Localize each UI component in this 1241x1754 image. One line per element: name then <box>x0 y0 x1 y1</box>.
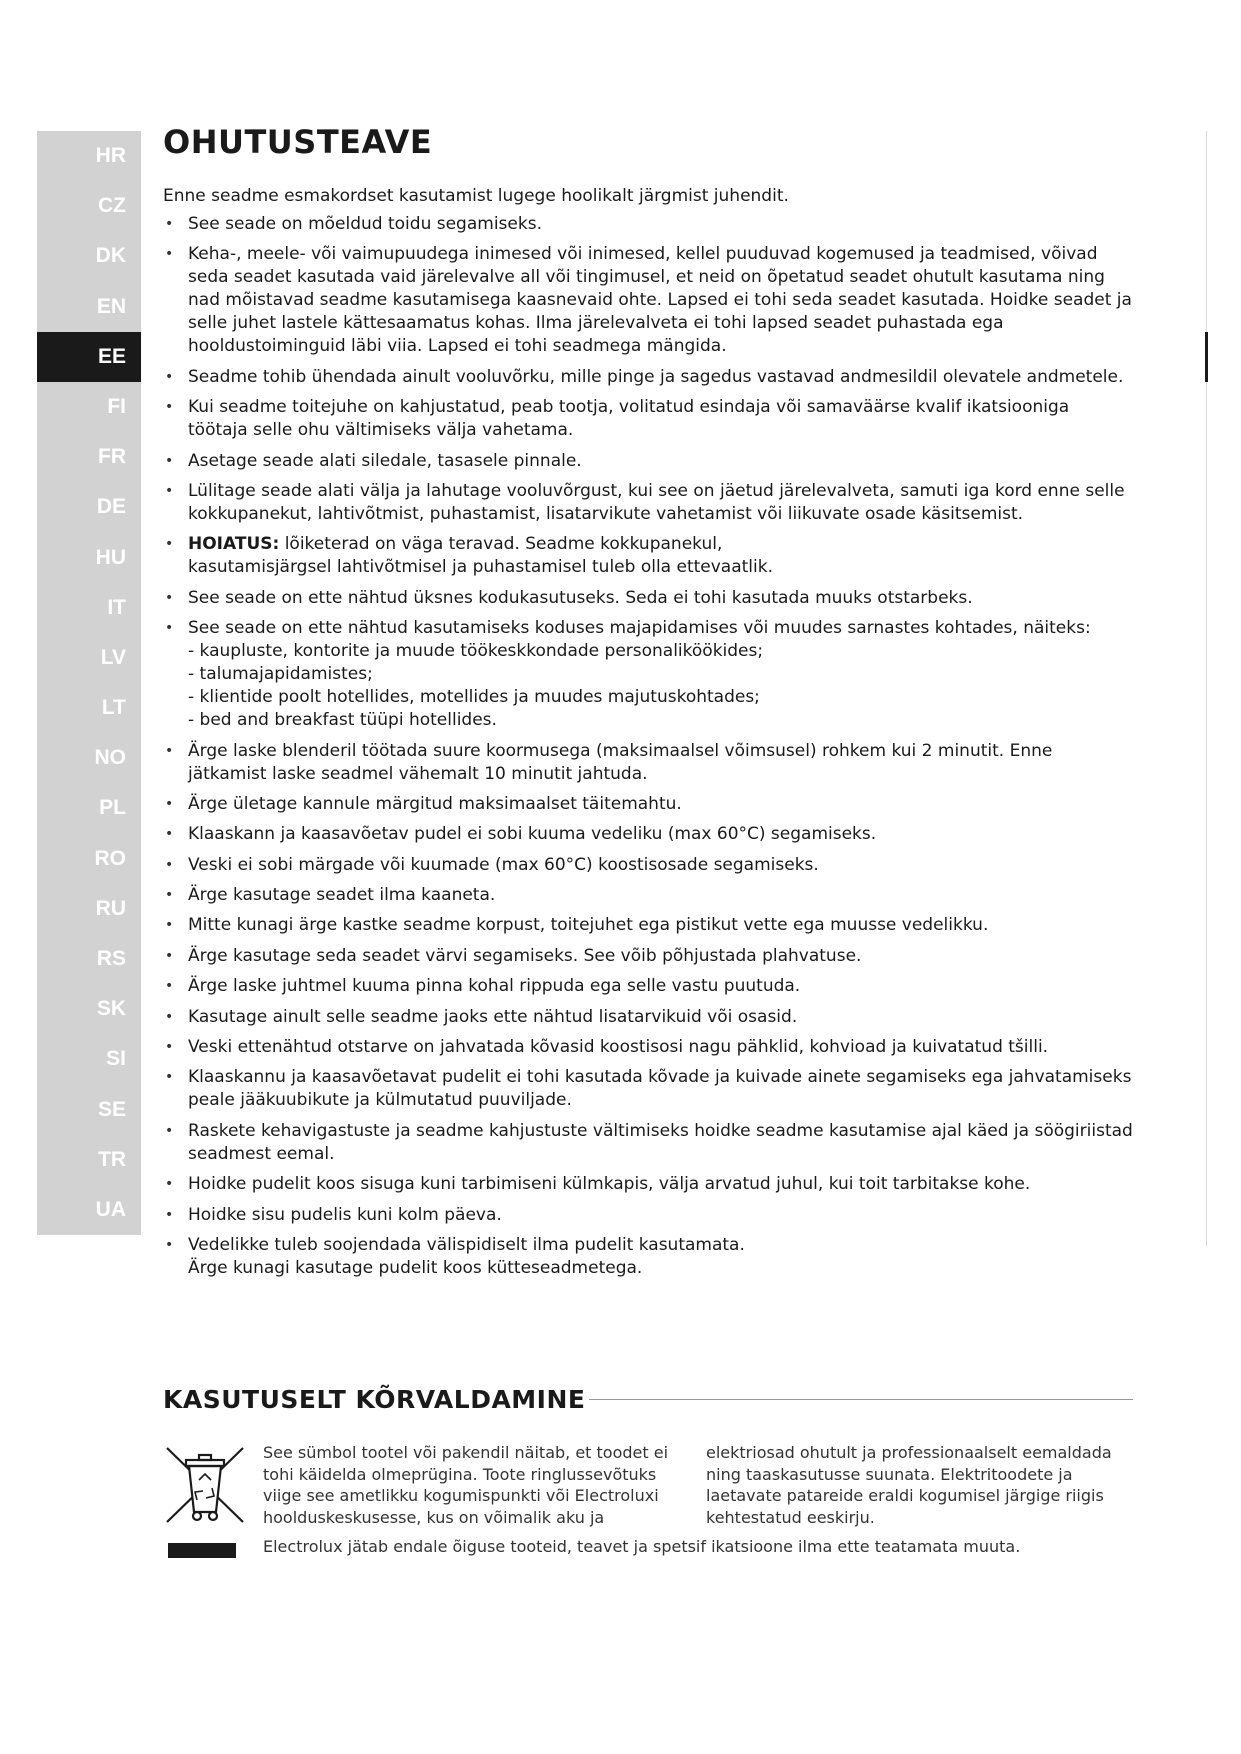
safety-item: • Klaaskannu ja kaasavõetavat pudelit ei tohi kasutada kõvade ja kuivade ainete segamiseks ega jahvatamiseks peale jääkuubikute ja külmutatud puuviljade. <box>163 1066 1133 1112</box>
safety-item: • Lülitage seade alati välja ja lahutage vooluvõrgust, kui see on jäetud järelevalveta, samuti iga kord enne selle kokkupanekut, lahtivõtmist, puhastamist, lisatarvikute vahetamist või liikuvate osade käsitsemist. <box>163 480 1133 526</box>
disposal-heading-row <box>163 1385 1133 1414</box>
safety-item: • Raskete kehavigastuste ja seadme kahjustuste vältimiseks hoidke seadme kasutamise ajal käed ja söögiriistad seadmest eemal. <box>163 1120 1133 1166</box>
language-tab-dk[interactable]: DK <box>95 244 126 268</box>
language-tab-pl[interactable]: PL <box>99 796 126 820</box>
safety-item: • Klaaskann ja kaasavõetav pudel ei sobi kuuma vedeliku (max 60°C) segamiseks. <box>163 823 1133 846</box>
language-tab-ua[interactable]: UA <box>95 1197 126 1221</box>
safety-item: • See seade on mõeldud toidu segamiseks. <box>163 213 1133 236</box>
black-bar-icon <box>168 1543 236 1558</box>
safety-item: • Ärge laske blenderil töötada suure koormusega (maksimaalsel võimsusel) rohkem kui 2 minutit. Enne jätkamist laske seadmel vähemalt 10 minutit jahtuda. <box>163 740 1133 786</box>
safety-item: • Seadme tohib ühendada ainult vooluvõrku, mille pinge ja sagedus vastavad andmesildil olevatele andmetele. <box>163 366 1133 389</box>
language-tab-lt[interactable]: LT <box>101 696 126 720</box>
warning-text: lõiketerad on väga teravad. Seadme kokkupanekul, kasutamisjärgsel lahtivõtmisel ja puhastamisel tuleb olla ettevaatlik. <box>188 534 773 578</box>
safety-item: • Ärge laske juhtmel kuuma pinna kohal rippuda ega selle vastu puutuda. <box>163 975 1133 998</box>
language-tab-hr[interactable]: HR <box>95 144 126 167</box>
language-tab-it[interactable]: IT <box>107 595 126 619</box>
language-tab-cz[interactable]: CZ <box>98 194 126 218</box>
language-tab-hu[interactable]: HU <box>95 545 126 569</box>
safety-item: • Mitte kunagi ärge kastke seadme korpust, toitejuhet ega pistikut vette ega muusse vedelikku. <box>163 914 1133 937</box>
disposal-section <box>163 1385 1133 1542</box>
language-tab-tr[interactable]: TR <box>98 1147 126 1171</box>
safety-list <box>163 213 1133 1280</box>
language-tab-ee[interactable]: EE <box>37 332 141 382</box>
safety-item: • Asetage seade alati siledale, tasasele pinnale. <box>163 450 1133 473</box>
disposal-body <box>163 1442 1133 1542</box>
language-tab-ro[interactable]: RO <box>94 846 126 870</box>
language-sidebar <box>37 131 141 1235</box>
safety-item-warning <box>163 533 1133 579</box>
language-tab-fr[interactable]: FR <box>98 445 126 469</box>
safety-item: • See seade on ette nähtud üksnes kodukasutuseks. Seda ei tohi kasutada muuks otstarbeks. <box>163 587 1133 610</box>
rights-note: Electrolux jätab endale õiguse tooteid, teavet ja spetsif ikatsioone ilma ette teatamata muuta. <box>263 1537 1021 1556</box>
language-tab-no[interactable]: NO <box>94 746 126 770</box>
language-tab-se[interactable]: SE <box>97 1097 126 1121</box>
heading-rule <box>589 1399 1133 1400</box>
language-tab-ru[interactable]: RU <box>95 896 126 920</box>
safety-item: • Ärge kasutage seda seadet värvi segamiseks. See võib põhjustada plahvatuse. <box>163 945 1133 968</box>
language-tab-en[interactable]: EN <box>96 294 126 318</box>
safety-item: • See seade on ette nähtud kasutamiseks koduses majapidamises või muudes sarnastes kohtades, näiteks: - kaupluste, kontorite ja muude töökeskkondade personaliköökides; - talumajapidamistes; - klientide poolt hotellides, motellides ja muudes majutuskohtades; - bed and breakfast tüüpi hotellides. <box>163 617 1133 732</box>
safety-item: • Veski ettenähtud otstarve on jahvatada kõvasid koostisosi nagu pähklid, kohvioad ja kuivatatud tšilli. <box>163 1036 1133 1059</box>
language-tab-si[interactable]: SI <box>106 1047 126 1071</box>
safety-item: • Keha-, meele- või vaimupuudega inimesed või inimesed, kellel puuduvad kogemused ja teadmised, võivad seda seadet kasutada vaid järelevalve all või tingimusel, et neid on õpetatud seadet ohutult kasutama ning nad mõistavad seadme kasutamisega kaasnevaid ohte. Lapsed ei tohi seda seadet kasutada. Hoidke seadet ja selle juhet lastele kättesaamatus kohas. Ilma järelevalveta ei tohi lapsed seadet puhastada ega hooldustoiminguid läbi viia. Lapsed ei tohi seadmega mängida. <box>163 243 1133 358</box>
safety-item: • Kasutage ainult selle seadme jaoks ette nähtud lisatarvikuid või osasid. <box>163 1006 1133 1029</box>
disposal-text-right: elektriosad ohutult ja professionaalselt eemaldada ning taaskasutusse suunata. Elektritoodete ja laetavate patareide eraldi kogumisel järgige riigis kehtestatud eeskirju. <box>706 1443 1112 1527</box>
language-tab-rs[interactable]: RS <box>96 947 126 970</box>
disposal-text-left: See sümbol tootel või pakendil näitab, et toodet ei tohi käidelda olmeprügina. Toote ringlussevõtuks viige see ametlikku kogumispunkti või Electroluxi hoolduskeskusesse, kus on võimalik aku ja <box>263 1443 669 1527</box>
page-edge-rule <box>1206 131 1207 1246</box>
language-tab-sk[interactable]: SK <box>96 997 126 1021</box>
language-tab-lv[interactable]: LV <box>100 645 126 669</box>
safety-item: • Ärge ületage kannule märgitud maksimaalset täitemahtu. <box>163 793 1133 816</box>
safety-item: • Vedelikke tuleb soojendada välispidiselt ilma pudelit kasutamata. Ärge kunagi kasutage pudelit koos kütteseadmetega. <box>163 1234 1133 1280</box>
safety-intro: Enne seadme esmakordset kasutamist lugege hoolikalt järgmist juhendit. <box>163 186 789 206</box>
safety-item: • Kui seadme toitejuhe on kahjustatud, peab tootja, volitatud esindaja või samaväärse kvalif ikatsiooniga töötaja selle ohu vältimiseks välja vahetama. <box>163 396 1133 442</box>
safety-item: • Veski ei sobi märgade või kuumade (max 60°C) koostisosade segamiseks. <box>163 854 1133 877</box>
safety-item: • Hoidke pudelit koos sisuga kuni tarbimiseni külmkapis, välja arvatud juhul, kui toit tarbitakse kohe. <box>163 1173 1133 1196</box>
language-tab-de[interactable]: DE <box>96 495 126 519</box>
safety-item: • Hoidke sisu pudelis kuni kolm päeva. <box>163 1204 1133 1227</box>
page-edge-active-marker <box>1205 332 1208 382</box>
language-tab-fi[interactable]: FI <box>107 394 126 418</box>
safety-section <box>163 123 1133 1287</box>
safety-title: OHUTUSTEAVE <box>163 123 433 161</box>
safety-item: • Ärge kasutage seadet ilma kaaneta. <box>163 884 1133 907</box>
warning-label: HOIATUS: <box>188 534 280 555</box>
disposal-title: KASUTUSELT KÕRVALDAMINE <box>163 1385 586 1414</box>
crossed-bin-icon <box>163 1444 247 1526</box>
